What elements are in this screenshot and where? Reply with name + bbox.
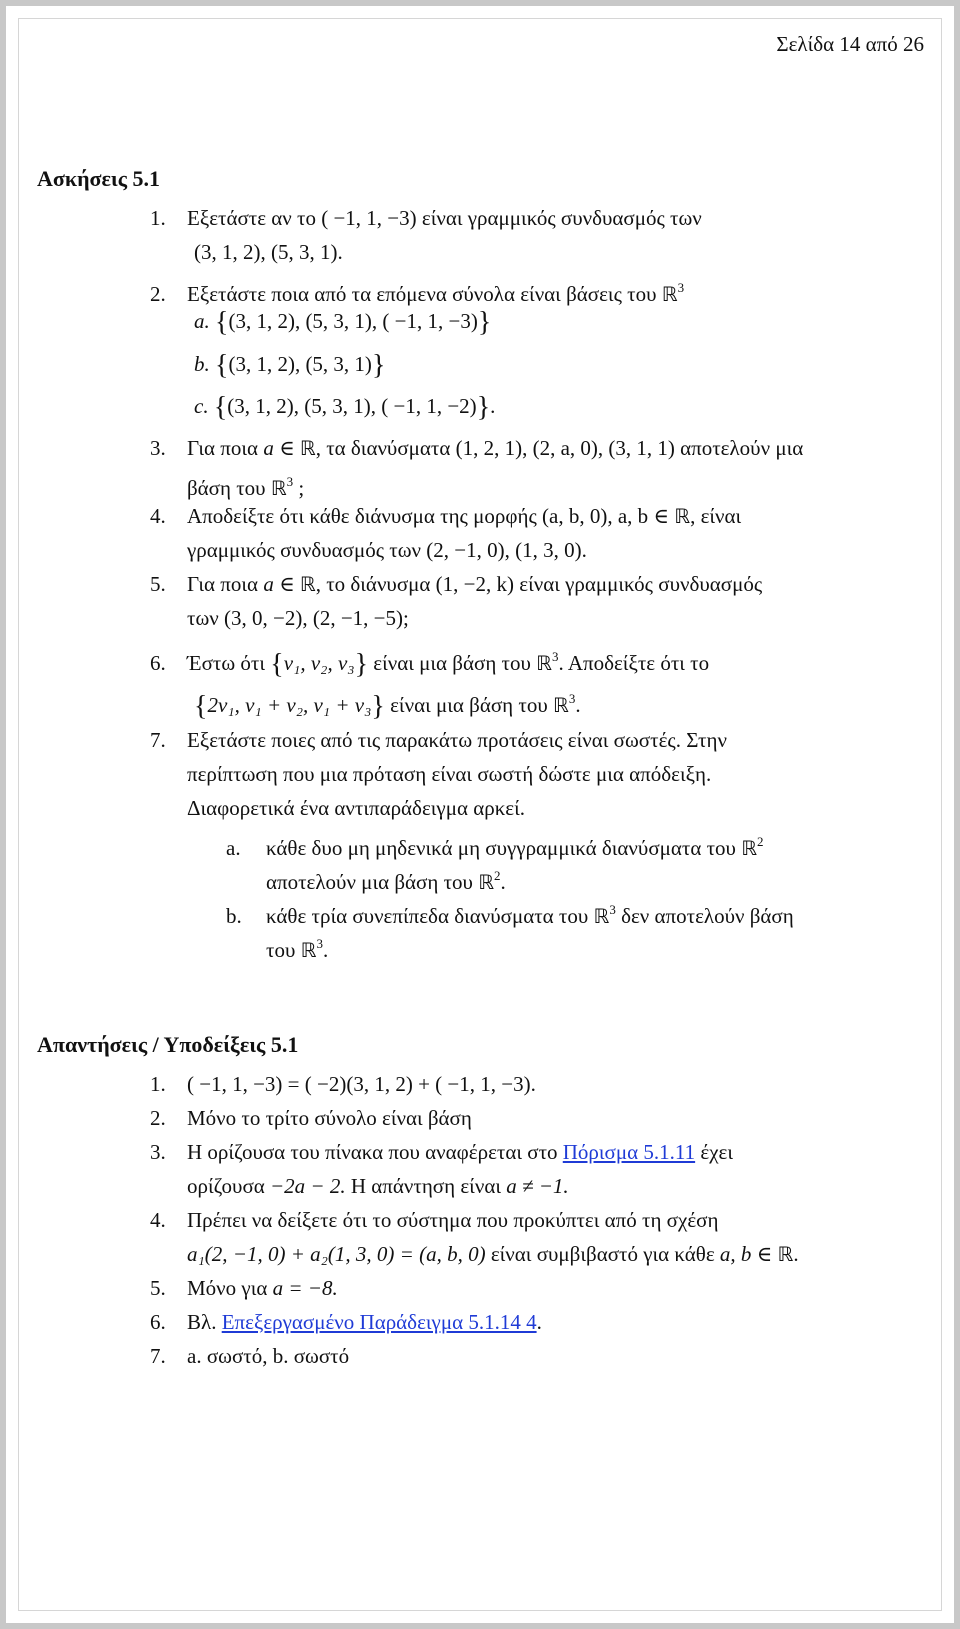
exercise-7: 7. Εξετάστε ποιες από τις παρακάτω προτάσεις είναι σωστές. Στην	[150, 728, 727, 752]
exercise-7-line3: Διαφορετικά ένα αντιπαράδειγμα αρκεί.	[187, 796, 525, 820]
page-number: Σελίδα 14 από 26	[776, 32, 924, 56]
answer-2: 2. Μόνο το τρίτο σύνολο είναι βάση	[150, 1106, 472, 1130]
answer-6: 6. Βλ. Επεξεργασμένο Παράδειγμα 5.1.14 4.	[150, 1310, 542, 1334]
exercise-5: 5. Για ποια a ∈ ℝ, το διάνυσμα (1, −2, k) είναι γραμμικός συνδυασμός	[150, 572, 763, 596]
answer-4-line2: a₁(2, −1, 0) + a₂(1, 3, 0) = (a, b, 0) είναι συμβιβαστό για κάθε a, b ∈ ℝ.	[187, 1242, 799, 1266]
exercise-6: 6. Έστω ότι {v₁, v₂, v₃} είναι μια βάση του ℝ$^3$. Αποδείξτε ότι το	[150, 649, 710, 680]
answer-3: 3. Η ορίζουσα του πίνακα που αναφέρεται στο Πόρισμα 5.1.11 έχει	[150, 1140, 733, 1164]
answer-5: 5. Μόνο για a = −8.	[150, 1276, 338, 1300]
exercise-1: 1. Εξετάστε αν το ( −1, 1, −3) είναι γραμμικός συνδυασμός των	[150, 206, 702, 230]
exercise-2: 2. Εξετάστε ποια από τα επόμενα σύνολα είναι βάσεις του ℝ$^3$	[150, 280, 685, 306]
exercise-7a-line2: αποτελούν μια βάση του ℝ$^2$.	[266, 868, 506, 894]
exercises-title: Ασκήσεις 5.1	[37, 166, 161, 191]
exercise-4-line2: γραμμικός συνδυασμός των (2, −1, 0), (1, 3, 0).	[187, 538, 587, 562]
exercise-3: 3. Για ποια a ∈ ℝ, τα διανύσματα (1, 2, 1), (2, a, 0), (3, 1, 1) αποτελούν μια	[150, 436, 804, 460]
exercise-7b-line2: του ℝ$^3$.	[266, 936, 329, 962]
exercise-7a: a. κάθε δυο μη μηδενικά μη συγγραμμικά διανύσματα του ℝ$^2$	[226, 834, 764, 860]
answer-4: 4. Πρέπει να δείξετε ότι το σύστημα που προκύπτει από τη σχέση	[150, 1208, 719, 1232]
exercise-6-line2: {2v₁, v₁ + v₂, v₁ + v₃} είναι μια βάση του ℝ$^3$.	[194, 691, 581, 722]
answer-3-line2: ορίζουσα −2a − 2. Η απάντηση είναι a ≠ −1.	[187, 1174, 569, 1198]
exercise-7b: b. κάθε τρία συνεπίπεδα διανύσματα του ℝ$^3$ δεν αποτελούν βάση	[226, 902, 794, 928]
answer-1: 1. ( −1, 1, −3) = ( −2)(3, 1, 2) + ( −1, 1, −3).	[150, 1072, 536, 1096]
exercise-3-line2: βάση του ℝ$^3$ ;	[187, 474, 305, 500]
exercise-4: 4. Αποδείξτε ότι κάθε διάνυσμα της μορφής (a, b, 0), a, b ∈ ℝ, είναι	[150, 504, 742, 528]
exercise-7-line2: περίπτωση που μια πρόταση είναι σωστή δώστε μια απόδειξη.	[187, 762, 712, 786]
answers-title: Απαντήσεις / Υποδείξεις 5.1	[37, 1032, 299, 1057]
worked-example-link[interactable]: Επεξεργασμένο Παράδειγμα 5.1.14 4	[221, 1310, 537, 1334]
exercise-2b: b. {(3, 1, 2), (5, 3, 1)}	[194, 350, 386, 381]
exercise-2a: a. {(3, 1, 2), (5, 3, 1), ( −1, 1, −3)}	[194, 307, 492, 338]
exercise-1-line2: (3, 1, 2), (5, 3, 1).	[194, 240, 343, 264]
answer-7: 7. a. σωστό, b. σωστό	[150, 1344, 350, 1368]
exercise-5-line2: των (3, 0, −2), (2, −1, −5);	[187, 606, 409, 630]
exercise-2c: c. {(3, 1, 2), (5, 3, 1), ( −1, 1, −2)}.	[194, 392, 496, 423]
corollary-link[interactable]: Πόρισμα 5.1.11	[562, 1140, 696, 1164]
